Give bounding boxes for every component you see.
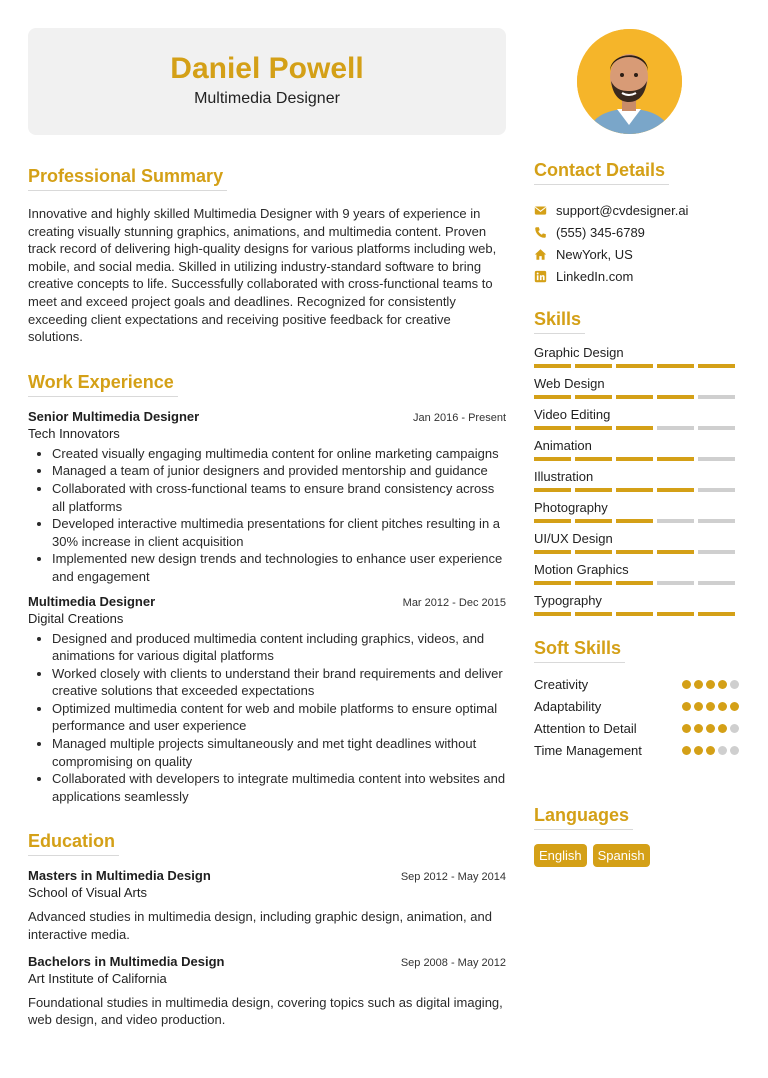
job-bullet: • Developed interactive multimedia presentations for client pitches resulting in a 30% increase in client acquisition — [52, 515, 506, 550]
languages-section — [534, 805, 739, 867]
rating-dot-filled — [706, 680, 715, 689]
rating-dot-filled — [682, 746, 691, 755]
envelope-icon — [534, 204, 547, 217]
rating-dot-filled — [730, 702, 739, 711]
skill-segment-filled — [534, 364, 571, 368]
contact-list — [534, 199, 739, 287]
skill-item — [534, 468, 739, 492]
candidate-role: Multimedia Designer — [194, 90, 340, 107]
contact-item-home — [534, 243, 739, 265]
skill-segment-filled — [616, 364, 653, 368]
summary-heading: Professional Summary — [28, 166, 227, 191]
skill-name: UI/UX Design — [534, 531, 613, 546]
skill-segment-filled — [575, 550, 612, 554]
skill-segment-filled — [616, 550, 653, 554]
job-header — [28, 409, 506, 424]
skill-segment-filled — [534, 426, 571, 430]
skill-segment-filled — [575, 612, 612, 616]
rating-dot-filled — [694, 702, 703, 711]
contact-text: LinkedIn.com — [556, 268, 634, 284]
skill-segment-filled — [616, 581, 653, 585]
soft-skill-item — [534, 695, 739, 717]
skill-level-bar — [534, 457, 739, 461]
skill-segment-filled — [534, 395, 571, 399]
skill-item — [534, 592, 739, 616]
skill-segment-filled — [657, 364, 694, 368]
skill-segment-filled — [616, 426, 653, 430]
job-bullet: • Collaborated with developers to integrate multimedia content into websites and applications seamlessly — [52, 770, 506, 805]
soft-skill-name: Adaptability — [534, 698, 602, 714]
skill-item — [534, 406, 739, 430]
education-description: Advanced studies in multimedia design, including graphic design, animation, and interactive media. — [28, 909, 492, 943]
skill-segment-filled — [616, 519, 653, 523]
rating-dot-filled — [694, 724, 703, 733]
soft-skill-item — [534, 673, 739, 695]
skill-level-bar — [534, 395, 739, 399]
contact-item-linkedin — [534, 265, 739, 287]
contact-heading: Contact Details — [534, 160, 669, 185]
job-title: Senior Multimedia Designer — [28, 408, 200, 424]
skill-name: Motion Graphics — [534, 562, 629, 577]
skill-segment-filled — [534, 612, 571, 616]
education-heading: Education — [28, 831, 119, 856]
education-description: Foundational studies in multimedia design, covering topics such as digital imaging, web design, and video production. — [28, 994, 503, 1028]
skill-segment-empty — [657, 426, 694, 430]
skill-level-bar — [534, 426, 739, 430]
language-badge: English — [534, 844, 587, 867]
left-column — [28, 166, 506, 1029]
rating-dot-filled — [694, 746, 703, 755]
skill-level-bar — [534, 581, 739, 585]
skill-level-bar — [534, 550, 739, 554]
skill-segment-empty — [698, 457, 735, 461]
avatar — [577, 29, 682, 134]
skill-segment-filled — [534, 519, 571, 523]
job-entry — [28, 594, 506, 806]
soft-skills-heading: Soft Skills — [534, 638, 625, 663]
job-header — [28, 594, 506, 609]
skill-segment-filled — [534, 581, 571, 585]
skill-segment-filled — [657, 488, 694, 492]
skill-segment-filled — [616, 457, 653, 461]
education-list — [28, 868, 506, 1028]
skill-segment-empty — [698, 519, 735, 523]
right-column — [534, 160, 739, 867]
skill-segment-filled — [534, 550, 571, 554]
soft-skill-name: Time Management — [534, 742, 642, 758]
skill-level-bar — [534, 364, 739, 368]
skill-name: Photography — [534, 500, 608, 515]
skill-segment-filled — [534, 457, 571, 461]
header-box — [28, 28, 506, 135]
rating-dot-filled — [706, 746, 715, 755]
rating-dot-filled — [682, 724, 691, 733]
skill-segment-filled — [657, 457, 694, 461]
skill-segment-filled — [575, 457, 612, 461]
soft-skill-item — [534, 717, 739, 739]
experience-section — [28, 372, 506, 806]
contact-item-phone — [534, 221, 739, 243]
job-bullet: • Worked closely with clients to understand their brand requirements and deliver creative solutions that exceeded expectations — [52, 665, 506, 700]
skill-segment-empty — [698, 395, 735, 399]
home-icon — [534, 248, 547, 261]
rating-dot-empty — [730, 724, 739, 733]
rating-dot-filled — [682, 702, 691, 711]
skill-segment-filled — [657, 395, 694, 399]
rating-dot-filled — [718, 724, 727, 733]
rating-dot-filled — [706, 702, 715, 711]
education-section — [28, 831, 506, 1028]
skill-segment-filled — [657, 612, 694, 616]
soft-skill-rating — [682, 702, 739, 711]
skill-segment-filled — [575, 581, 612, 585]
phone-icon — [534, 226, 547, 239]
skill-item — [534, 375, 739, 399]
linkedin-icon — [534, 270, 547, 283]
skill-item — [534, 437, 739, 461]
job-bullet: • Implemented new design trends and technologies to enhance user experience and engagement — [52, 550, 506, 585]
soft-skill-rating — [682, 746, 739, 755]
skill-name: Typography — [534, 593, 602, 608]
contact-text: (555) 345-6789 — [556, 224, 645, 240]
contact-text: support@cvdesigner.ai — [556, 202, 689, 218]
degree-title: Masters in Multimedia Design — [28, 868, 211, 884]
language-list — [534, 844, 739, 867]
skill-segment-filled — [575, 364, 612, 368]
skill-name: Animation — [534, 438, 592, 453]
job-date: Jan 2016 - Present — [413, 411, 506, 424]
summary-text: Innovative and highly skilled Multimedia Designer with 9 years of experience in creating visually stunning graphics, animations, and multimedia content. Proven track record of delivering high-quality designs for various platforms including web, mobile, and social media. Skilled in utilizing industry-standard software to bring creative concepts to life. Successfully collaborated with cross-functional teams to meet and exceed project goals and deadlines. Recognized for consistently exceeding client expectations and receiving positive feedback for creative solutions. — [28, 206, 497, 345]
skill-segment-filled — [698, 612, 735, 616]
company-name: Tech Innovators — [28, 425, 120, 441]
school-name: Art Institute of California — [28, 970, 167, 986]
job-bullet: • Designed and produced multimedia content including graphics, videos, and animations for various digital platforms — [52, 630, 506, 665]
rating-dot-filled — [706, 724, 715, 733]
rating-dot-empty — [730, 746, 739, 755]
skill-segment-empty — [657, 519, 694, 523]
skills-heading: Skills — [534, 309, 585, 334]
education-date: Sep 2008 - May 2012 — [400, 956, 506, 969]
skill-item — [534, 530, 739, 554]
rating-dot-filled — [694, 680, 703, 689]
skill-segment-empty — [698, 550, 735, 554]
language-badge: Spanish — [593, 844, 650, 867]
skill-name: Web Design — [534, 376, 605, 391]
soft-skills-list — [534, 673, 739, 761]
job-entry — [28, 409, 506, 586]
education-header — [28, 954, 506, 969]
skill-segment-filled — [575, 488, 612, 492]
skill-item — [534, 561, 739, 585]
job-bullets — [28, 445, 506, 586]
skill-segment-empty — [698, 426, 735, 430]
soft-skill-name: Attention to Detail — [534, 720, 637, 736]
rating-dot-empty — [718, 746, 727, 755]
education-date: Sep 2012 - May 2014 — [400, 871, 506, 884]
avatar-illustration — [577, 29, 682, 134]
skill-level-bar — [534, 519, 739, 523]
skill-segment-filled — [616, 395, 653, 399]
education-entry — [28, 954, 506, 1029]
contact-item-envelope — [534, 199, 739, 221]
experience-heading: Work Experience — [28, 372, 178, 397]
job-bullet: • Managed a team of junior designers and provided mentorship and guidance — [52, 462, 506, 480]
job-date: Mar 2012 - Dec 2015 — [402, 596, 506, 609]
degree-title: Bachelors in Multimedia Design — [28, 953, 225, 969]
languages-heading: Languages — [534, 805, 633, 830]
skill-segment-filled — [698, 364, 735, 368]
summary-section — [28, 166, 506, 346]
skill-segment-empty — [698, 581, 735, 585]
skill-segment-filled — [616, 488, 653, 492]
company-name: Digital Creations — [28, 610, 124, 626]
job-bullet: • Managed multiple projects simultaneously and met tight deadlines without compromising on quality — [52, 735, 506, 770]
contact-section — [534, 160, 739, 287]
skill-segment-filled — [575, 426, 612, 430]
soft-skill-rating — [682, 680, 739, 689]
skill-segment-filled — [616, 612, 653, 616]
skill-segment-empty — [698, 488, 735, 492]
job-bullet: • Collaborated with cross-functional teams to ensure brand consistency across all platforms — [52, 480, 506, 515]
candidate-name: Daniel Powell — [170, 52, 364, 85]
skill-segment-filled — [575, 395, 612, 399]
skill-segment-filled — [657, 550, 694, 554]
job-bullet: • Created visually engaging multimedia content for online marketing campaigns — [52, 445, 506, 463]
rating-dot-filled — [682, 680, 691, 689]
job-bullets — [28, 630, 506, 806]
job-title: Multimedia Designer — [28, 593, 156, 609]
skills-section — [534, 309, 739, 616]
education-header — [28, 868, 506, 883]
rating-dot-filled — [718, 680, 727, 689]
skill-segment-empty — [657, 581, 694, 585]
skill-item — [534, 344, 739, 368]
contact-text: NewYork, US — [556, 246, 633, 262]
job-bullet: • Optimized multimedia content for web and mobile platforms to ensure optimal performance and user experience — [52, 700, 506, 735]
skill-level-bar — [534, 612, 739, 616]
skill-level-bar — [534, 488, 739, 492]
skill-segment-filled — [534, 488, 571, 492]
skill-item — [534, 499, 739, 523]
soft-skill-rating — [682, 724, 739, 733]
skill-segment-filled — [575, 519, 612, 523]
soft-skill-item — [534, 739, 739, 761]
school-name: School of Visual Arts — [28, 885, 147, 901]
skill-name: Illustration — [534, 469, 594, 484]
rating-dot-empty — [730, 680, 739, 689]
skills-list — [534, 344, 739, 616]
job-list — [28, 409, 506, 806]
skill-name: Graphic Design — [534, 345, 624, 360]
rating-dot-filled — [718, 702, 727, 711]
skill-name: Video Editing — [534, 407, 611, 422]
soft-skill-name: Creativity — [534, 676, 589, 692]
education-entry — [28, 868, 506, 943]
soft-skills-section — [534, 638, 739, 761]
